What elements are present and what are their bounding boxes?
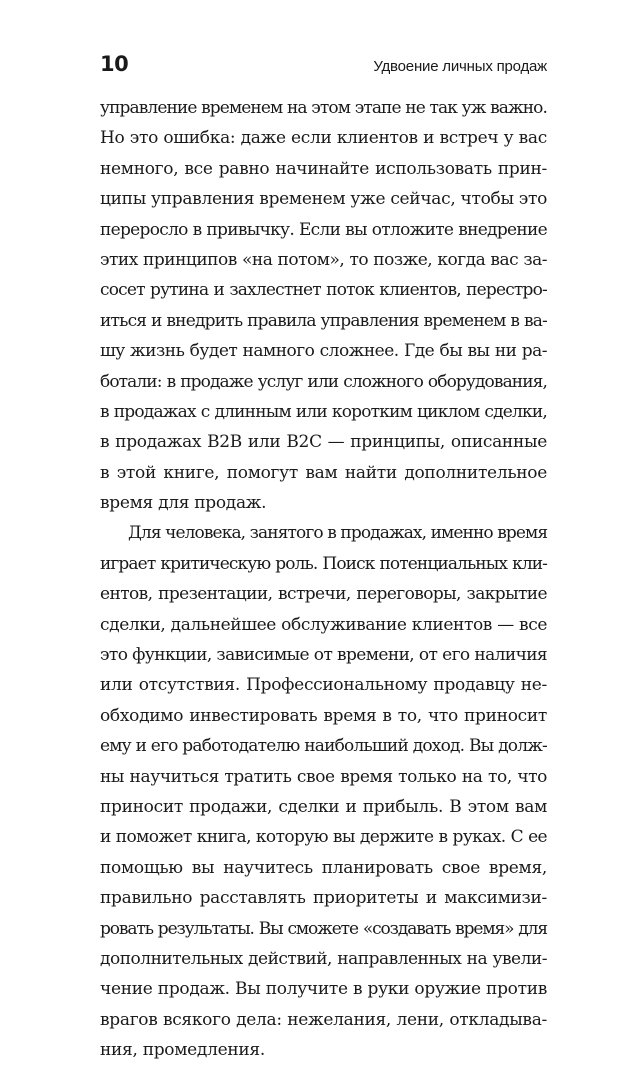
text-line: ния, промедления. [100, 1040, 265, 1061]
text-line: играет критическую роль. Поиск потенциальных кли- [100, 553, 547, 574]
text-line: приносит продажи, сделки и прибыль. В этом вам [100, 796, 547, 817]
text-line: ципы управления временем уже сейчас, чтобы это [100, 189, 548, 210]
text-line: правильно расставлять приоритеты и максимизи- [100, 888, 547, 909]
text-line: это функции, зависимые от времени, от его наличия [100, 645, 548, 666]
paragraph-1 [100, 93, 547, 518]
paragraph-2 [100, 518, 547, 1065]
text-line: ровать результаты. Вы сможете «создавать время» для [100, 918, 547, 939]
text-line: в продажах с длинным или коротким циклом сделки, [100, 401, 547, 422]
text-line: ботали: в продаже услуг или сложного оборудования, [100, 371, 547, 392]
text-line: Для человека, занятого в продажах, именно время [128, 523, 548, 544]
text-line: сосет рутина и захлестнет поток клиентов, перестро- [100, 280, 547, 301]
text-line: переросло в привычку. Если вы отложите внедрение [100, 219, 547, 240]
text-line: иться и внедрить правила управления временем в ва- [100, 310, 547, 331]
text-line: этих принципов «на потом», то позже, когда вас за- [100, 249, 547, 270]
text-line: время для продаж. [100, 493, 267, 514]
text-body [100, 93, 547, 1066]
text-line: или отсутствия. Профессиональному продавцу не- [100, 675, 547, 696]
text-line: в этой книге, помогут вам найти дополнительное [100, 462, 547, 483]
text-line: ему и его работодателю наибольший доход. Вы долж- [100, 736, 547, 757]
page-number: 10 [100, 52, 129, 76]
text-line: и поможет книга, которую вы держите в руках. С ее [100, 827, 547, 848]
text-line: сделки, дальнейшее обслуживание клиентов — все [100, 614, 547, 635]
text-line: ентов, презентации, встречи, переговоры, закрытие [100, 584, 547, 605]
text-line: помощью вы научитесь планировать свое время, [100, 857, 547, 878]
text-line: дополнительных действий, направленных на увели- [100, 948, 547, 969]
text-line: врагов всякого дела: нежелания, лени, откладыва- [100, 1009, 547, 1030]
text-line: обходимо инвестировать время в то, что приносит [100, 705, 547, 726]
text-line: немного, все равно начинайте использовать прин- [100, 158, 547, 179]
text-line: шу жизнь будет намного сложнее. Где бы вы ни ра- [100, 341, 547, 362]
running-head [100, 52, 547, 78]
text-line: Но это ошибка: даже если клиентов и встреч у вас [100, 128, 547, 149]
text-line: чение продаж. Вы получите в руки оружие против [100, 979, 547, 1000]
text-line: в продажах B2B или B2C — принципы, описанные [100, 432, 547, 453]
text-line: ны научиться тратить свое время только на то, что [100, 766, 547, 787]
running-title: Удвоение личных продаж [373, 58, 547, 75]
text-line: управление временем на этом этапе не так уж важно. [100, 98, 547, 118]
